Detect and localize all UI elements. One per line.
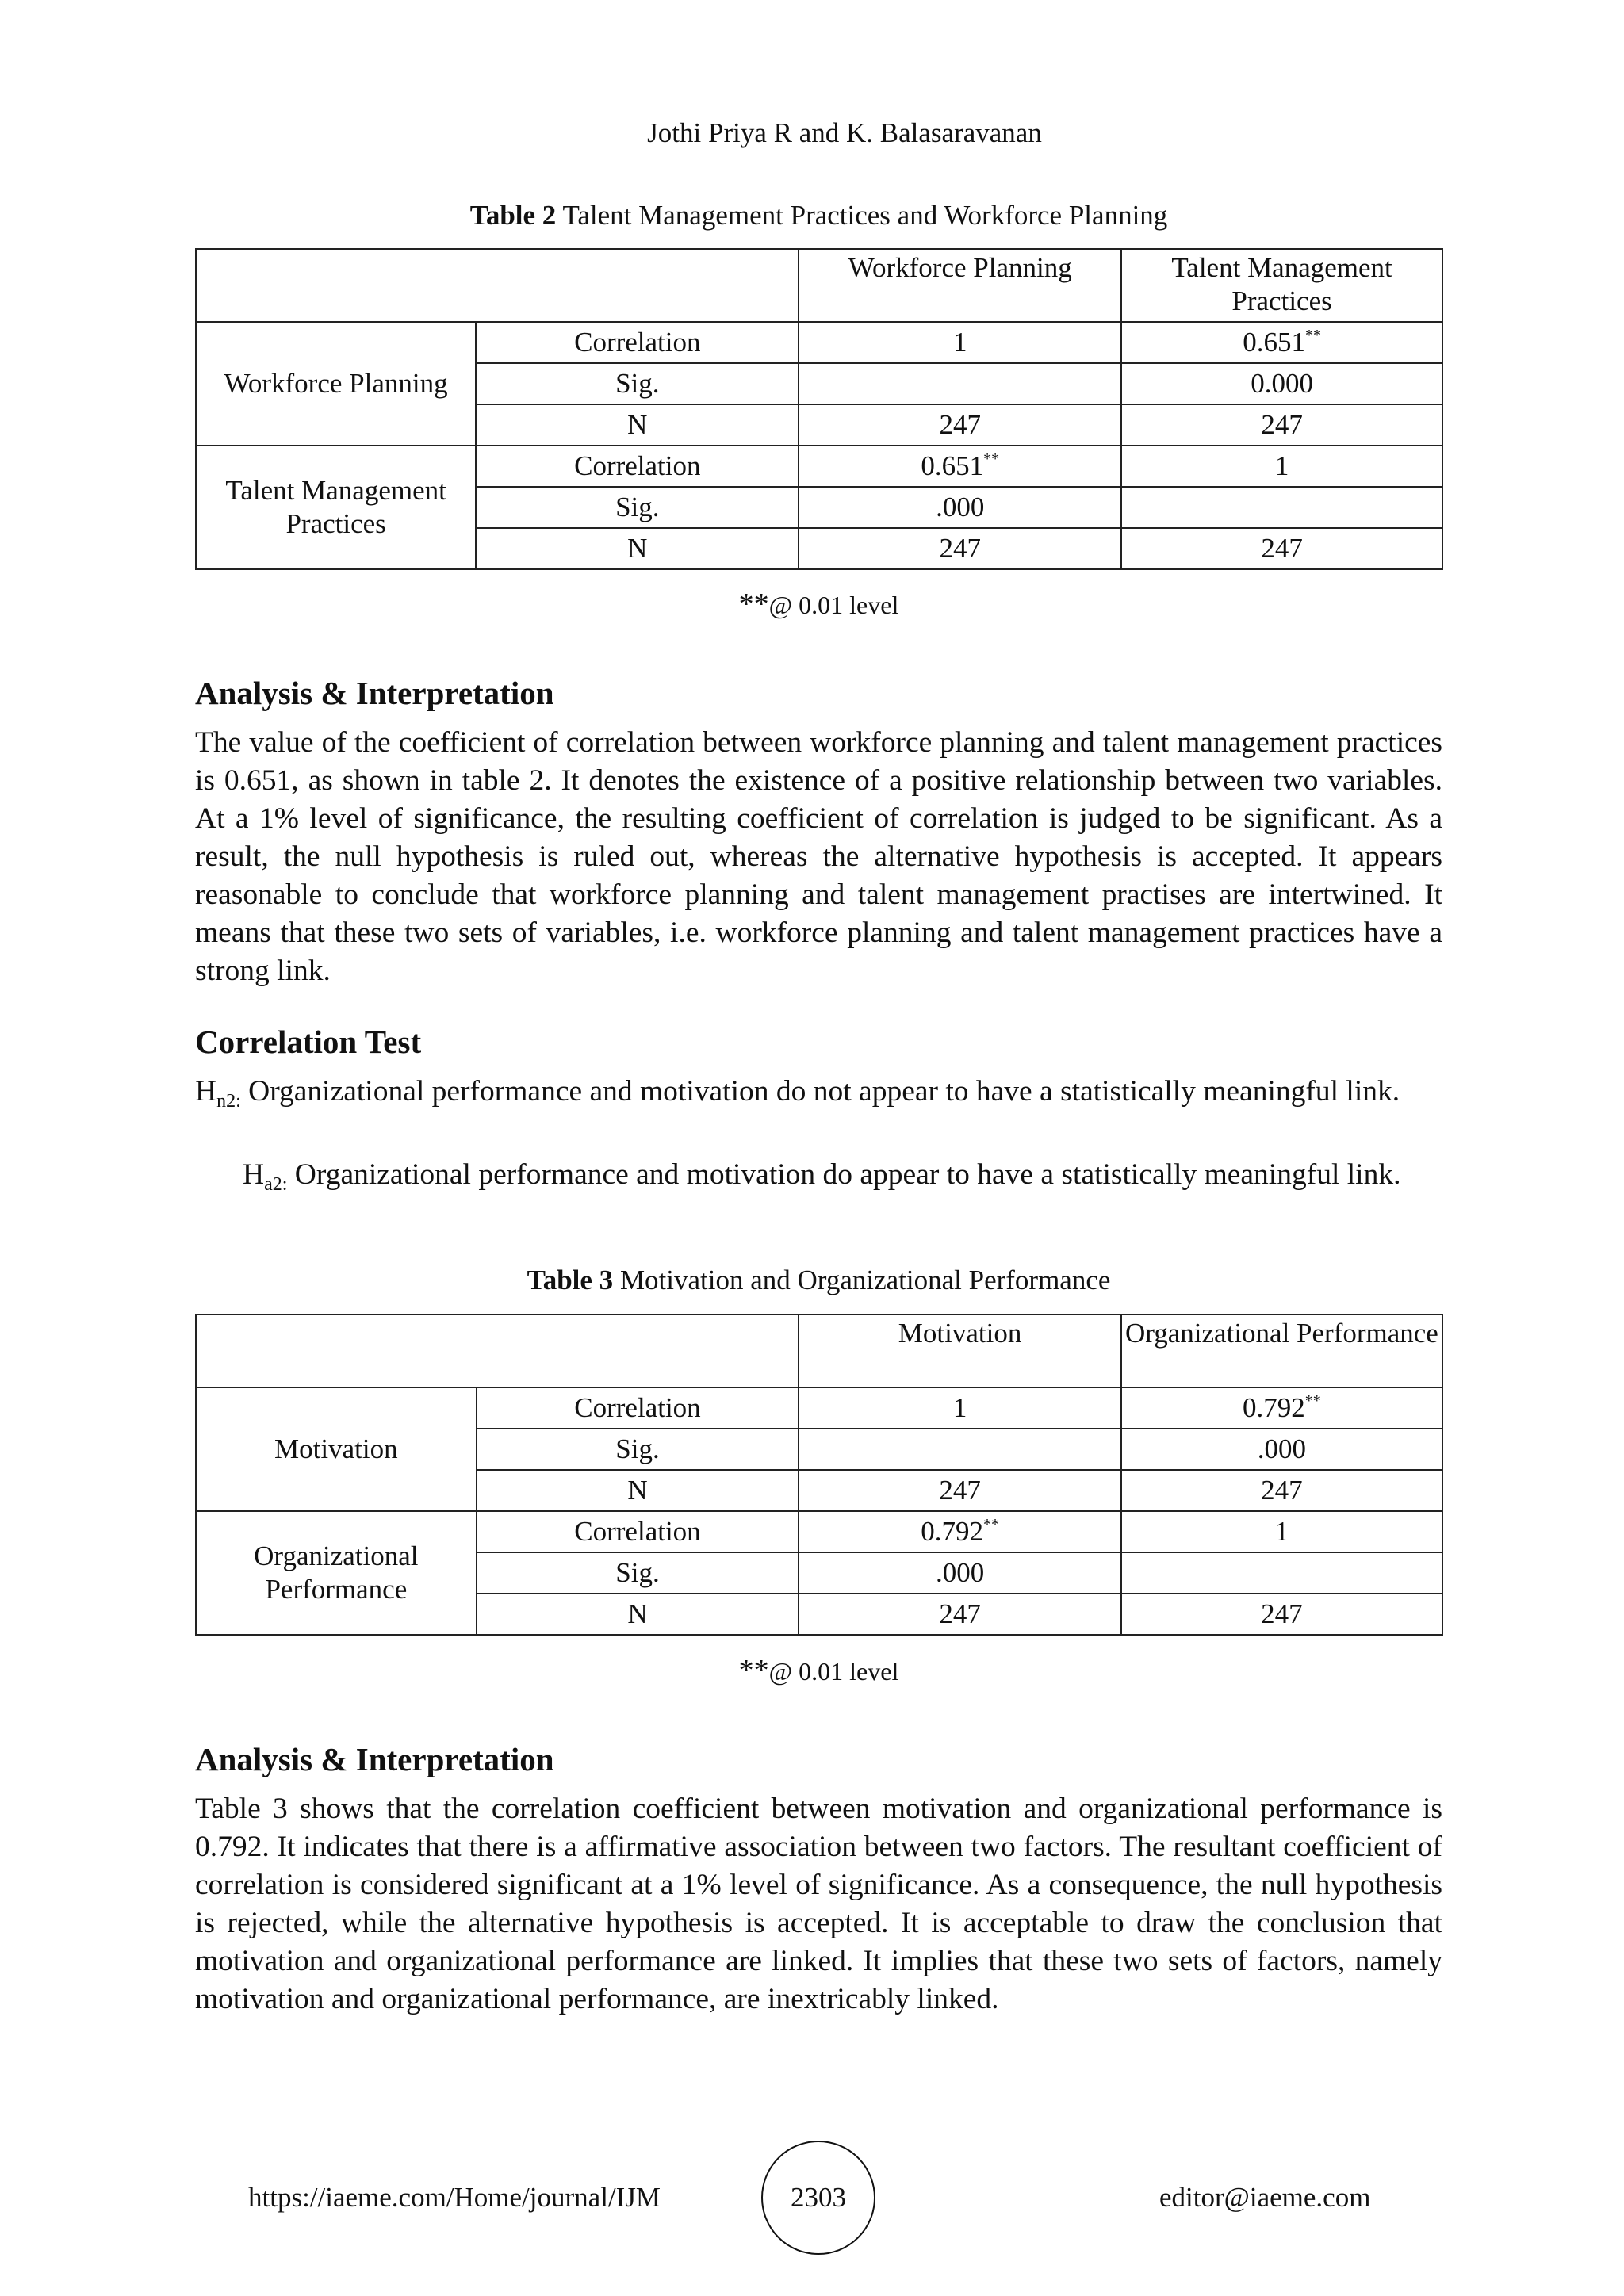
page-number: 2303 xyxy=(761,2141,875,2255)
value-cell xyxy=(1121,1511,1442,1552)
cell-value: .000 xyxy=(935,1557,985,1588)
header-row xyxy=(196,249,1442,322)
cell-value: 247 xyxy=(939,1475,981,1506)
footnote-mark: ** xyxy=(738,587,769,621)
stat-label: N xyxy=(477,1470,799,1511)
value-cell xyxy=(799,322,1121,363)
value-cell xyxy=(799,446,1121,487)
table3-label: Table 3 xyxy=(527,1265,614,1295)
cell-value: 247 xyxy=(1261,533,1303,564)
value-cell xyxy=(1121,446,1442,487)
alternative-hypothesis xyxy=(195,1156,1442,1197)
value-cell xyxy=(1121,1387,1442,1429)
cell-value: 247 xyxy=(1261,1598,1303,1629)
table2 xyxy=(195,248,1443,570)
empty-header-cell xyxy=(196,1314,799,1387)
stat-label: N xyxy=(477,1594,799,1635)
body-paragraph: Table 3 shows that the correlation coefficient between motivation and organizational performance is 0.792. It indicates that there is a affirmative association between two factors. The resultant coefficient of correlation is considered significant at a 1% level of significance. As a consequence, the null hypothesis is rejected, while the alternative hypothesis is accepted. It is acceptable to draw the conclusion that motivation and organizational performance are linked. It implies that these two sets of factors, namely motivation and organizational performance, are inextricably linked. xyxy=(195,1793,1442,2015)
value-cell xyxy=(799,528,1121,569)
value-cell xyxy=(799,1470,1121,1511)
table-row xyxy=(196,1387,1442,1429)
cell-value: 0.651 xyxy=(1243,327,1305,358)
column-header: Motivation xyxy=(799,1314,1121,1387)
significance-mark: ** xyxy=(983,450,1000,468)
stat-label: Correlation xyxy=(476,322,799,363)
footnote-mark: ** xyxy=(738,1654,769,1687)
hypothesis-symbol: H xyxy=(243,1158,265,1191)
footnote-text: @ 0.01 level xyxy=(768,591,899,619)
row-group-label: Organizational Performance xyxy=(196,1511,477,1635)
value-cell xyxy=(1121,1552,1442,1594)
journal-url-link[interactable]: https://iaeme.com/Home/journal/IJM xyxy=(248,2182,661,2213)
body-paragraph: The value of the coefficient of correlation between workforce planning and talent management practices is 0.651, as shown in table 2. It denotes the existence of a positive relationship between two variables. At a 1% level of significance, the resulting coefficient of correlation is judged to be significant. As a result, the null hypothesis is ruled out, whereas the alternative hypothesis is accepted. It appears reasonable to conclude that workforce planning and talent management practises are intertwined. It means that these two sets of variables, i.e. workforce planning and talent management practices have a strong link. xyxy=(195,726,1442,987)
table3-footnote xyxy=(195,1653,1442,1688)
stat-label: Correlation xyxy=(476,446,799,487)
cell-value: 247 xyxy=(939,1598,981,1629)
stat-label: N xyxy=(476,528,799,569)
cell-value: 247 xyxy=(939,409,981,440)
editor-email-link[interactable]: editor@iaeme.com xyxy=(1159,2182,1371,2213)
null-hypothesis xyxy=(195,1073,1442,1114)
value-cell xyxy=(1121,404,1442,446)
value-cell xyxy=(799,487,1121,528)
value-cell xyxy=(799,1511,1121,1552)
cell-value: 247 xyxy=(1261,409,1303,440)
cell-value: .000 xyxy=(1257,1433,1307,1464)
significance-mark: ** xyxy=(982,1516,999,1533)
running-header: Jothi Priya R and K. Balasaravanan xyxy=(647,117,1042,148)
hypothesis-subscript: a2: xyxy=(264,1174,288,1195)
column-header: Workforce Planning xyxy=(799,249,1121,322)
table2-title: Talent Management Practices and Workforce Planning xyxy=(562,200,1168,231)
cell-value: 1 xyxy=(1274,450,1289,481)
row-group-label: Motivation xyxy=(196,1387,477,1511)
row-group-label: Talent Management Practices xyxy=(196,446,476,569)
table-row xyxy=(196,446,1442,487)
cell-value: .000 xyxy=(936,492,985,522)
column-header: Organizational Performance xyxy=(1121,1314,1442,1387)
section-heading: Analysis & Interpretation xyxy=(195,675,554,711)
hypothesis-text: Organizational performance and motivation do not appear to have a statistically meaningful link. xyxy=(248,1075,1400,1108)
table3-title: Motivation and Organizational Performance xyxy=(619,1265,1111,1295)
value-cell xyxy=(1121,528,1442,569)
table2-caption xyxy=(195,200,1442,232)
value-cell xyxy=(1121,363,1442,404)
hypothesis-symbol: H xyxy=(195,1075,217,1108)
table2-footnote xyxy=(195,587,1442,622)
hypothesis-subscript: n2: xyxy=(216,1091,241,1112)
value-cell xyxy=(799,1594,1121,1635)
value-cell xyxy=(799,404,1121,446)
cell-value: 247 xyxy=(1261,1475,1303,1506)
cell-value: 1 xyxy=(953,327,967,358)
header-row xyxy=(196,1314,1442,1387)
value-cell xyxy=(1121,1429,1442,1470)
stat-label: Sig. xyxy=(476,487,799,528)
stat-label: Sig. xyxy=(477,1429,799,1470)
stat-label: Sig. xyxy=(476,363,799,404)
stat-label: N xyxy=(476,404,799,446)
value-cell xyxy=(799,363,1121,404)
value-cell xyxy=(1121,1470,1442,1511)
table3-caption xyxy=(195,1265,1442,1296)
value-cell xyxy=(799,1552,1121,1594)
table2-label: Table 2 xyxy=(469,200,557,231)
significance-mark: ** xyxy=(1304,327,1321,344)
cell-value: 247 xyxy=(939,533,981,564)
significance-mark: ** xyxy=(1304,1392,1321,1410)
footnote-text: @ 0.01 level xyxy=(768,1657,899,1686)
cell-value: 1 xyxy=(952,1392,967,1423)
cell-value: 0.000 xyxy=(1251,368,1313,399)
row-group-label: Workforce Planning xyxy=(196,322,476,446)
section-heading: Analysis & Interpretation xyxy=(195,1741,554,1777)
cell-value: 0.792 xyxy=(921,1516,983,1547)
stat-label: Correlation xyxy=(477,1387,799,1429)
cell-value: 1 xyxy=(1274,1516,1289,1547)
cell-value: 0.651 xyxy=(921,450,984,481)
stat-label: Correlation xyxy=(477,1511,799,1552)
value-cell xyxy=(799,1429,1121,1470)
column-header: Talent Management Practices xyxy=(1121,249,1442,322)
table-row xyxy=(196,1511,1442,1552)
hypothesis-text: Organizational performance and motivation do appear to have a statistically meaningful link. xyxy=(294,1158,1401,1191)
value-cell xyxy=(799,1387,1121,1429)
value-cell xyxy=(1121,1594,1442,1635)
cell-value: 0.792 xyxy=(1243,1392,1305,1423)
section-heading: Correlation Test xyxy=(195,1024,422,1060)
table-row xyxy=(196,322,1442,363)
value-cell xyxy=(1121,322,1442,363)
value-cell xyxy=(1121,487,1442,528)
empty-header-cell xyxy=(196,249,799,322)
stat-label: Sig. xyxy=(477,1552,799,1594)
table3 xyxy=(195,1314,1443,1636)
